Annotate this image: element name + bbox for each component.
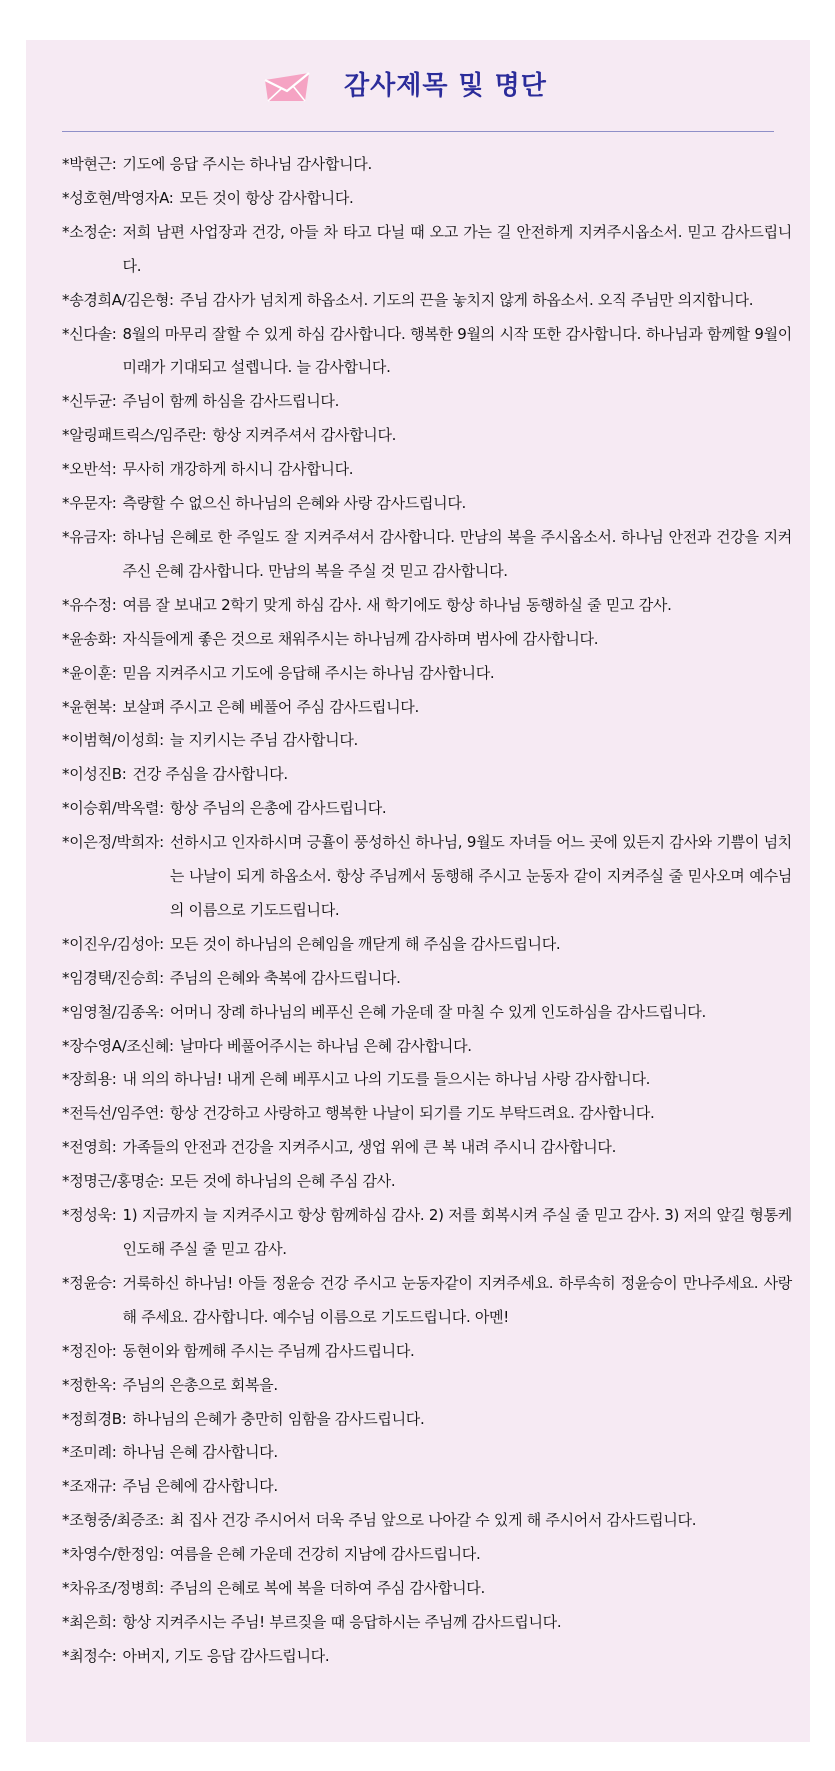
list-item: [62, 996, 792, 1030]
entry-name: *우문자:: [62, 494, 117, 513]
entry-text: 항상 주님의 은총에 감사드립니다.: [169, 799, 387, 818]
entry-text: 측량할 수 없으신 하나님의 은혜와 사랑 감사드립니다.: [122, 494, 466, 513]
entry-name: *정성욱:: [62, 1206, 117, 1225]
entry-name: *이성진B:: [62, 765, 127, 784]
entry-name: *차유조/정병희:: [62, 1579, 164, 1598]
entry-name: *송경희A/김은형:: [62, 290, 174, 309]
list-item: [62, 182, 792, 216]
entry-text: 늘 지키시는 주님 감사합니다.: [169, 731, 359, 750]
entry-name: *최정수:: [62, 1646, 117, 1665]
entry-name: *알링패트릭스/임주란:: [62, 426, 207, 445]
entry-text: 모든 것에 하나님의 은혜 주심 감사.: [169, 1172, 396, 1191]
prayer-panel: [26, 40, 810, 1742]
list-item: [62, 1470, 792, 1504]
list-item: [62, 1063, 792, 1097]
entry-name: *윤송화:: [62, 629, 117, 648]
list-item: [62, 318, 792, 386]
list-item: [62, 1097, 792, 1131]
list-item: [62, 1131, 792, 1165]
title-divider: [62, 131, 774, 132]
list-item: [62, 792, 792, 826]
entry-text: 무사히 개강하게 하시니 감사합니다.: [122, 460, 354, 479]
entry-text: 항상 지켜주셔서 감사합니다.: [212, 426, 397, 445]
entry-text: 거룩하신 하나님! 아들 정윤승 건강 주시고 눈동자같이 지켜주세요. 하루속히 정윤승이 만나주세요. 사랑해 주세요. 감사합니다. 예수님 이름으로 기도드립니다. 아멘!: [122, 1273, 792, 1326]
entry-name: *성호현/박영자A:: [62, 188, 174, 207]
entry-text: 주님의 은혜로 복에 복을 더하여 주심 감사합니다.: [169, 1579, 485, 1598]
list-item: [62, 216, 792, 284]
list-item: [62, 962, 792, 996]
entry-text: 항상 건강하고 사랑하고 행복한 나날이 되기를 기도 부탁드려요. 감사합니다.: [169, 1104, 655, 1123]
entry-text: 하나님 은혜 감사합니다.: [122, 1443, 278, 1462]
entry-name: *정진아:: [62, 1341, 117, 1360]
entry-name: *소정순:: [62, 222, 117, 241]
entry-text: 어머니 장례 하나님의 베푸신 은혜 가운데 잘 마칠 수 있게 인도하심을 감사드립니다.: [169, 1002, 706, 1021]
list-item: [62, 521, 792, 589]
entry-name: *이승휘/박옥렬:: [62, 799, 164, 818]
entry-text: 아버지, 기도 응답 감사드립니다.: [122, 1646, 330, 1665]
list-item: [62, 826, 792, 928]
list-item: [62, 657, 792, 691]
entry-text: 날마다 베풀어주시는 하나님 은혜 감사합니다.: [179, 1036, 472, 1055]
list-item: [62, 623, 792, 657]
list-item: [62, 1030, 792, 1064]
list-item: [62, 1436, 792, 1470]
list-item: [62, 1199, 792, 1267]
entry-name: *임경택/진승희:: [62, 968, 164, 987]
entry-name: *정윤승:: [62, 1273, 117, 1292]
entry-text: 저희 남편 사업장과 건강, 아들 차 타고 다닐 때 오고 가는 길 안전하게 지켜주시옵소서. 믿고 감사드립니다.: [122, 222, 792, 275]
entry-text: 하나님 은혜로 한 주일도 잘 지켜주셔서 감사합니다. 만남의 복을 주시옵소서. 하나님 안전과 건강을 지켜주신 은혜 감사합니다. 만남의 복을 주실 것 믿고 감사합니다.: [122, 527, 792, 580]
entry-text: 내 의의 하나님! 내게 은혜 베푸시고 나의 기도를 들으시는 하나님 사랑 감사합니다.: [122, 1070, 651, 1089]
envelope-icon: [264, 72, 310, 102]
entry-name: *이진우/김성아:: [62, 934, 164, 953]
entry-text: 가족들의 안전과 건강을 지켜주시고, 생업 위에 큰 복 내려 주시니 감사합니다.: [122, 1138, 617, 1157]
list-item: [62, 1572, 792, 1606]
entry-text: 믿음 지켜주시고 기도에 응답해 주시는 하나님 감사합니다.: [122, 663, 495, 682]
list-item: [62, 1640, 792, 1674]
entry-text: 동현이와 함께해 주시는 주님께 감사드립니다.: [122, 1341, 415, 1360]
list-item: [62, 928, 792, 962]
entry-name: *장수영A/조신혜:: [62, 1036, 174, 1055]
list-item: [62, 758, 792, 792]
list-item: [62, 1369, 792, 1403]
entry-name: *정명근/홍명순:: [62, 1172, 164, 1191]
entry-name: *이은정/박희자:: [62, 833, 164, 852]
entry-name: *이범혁/이성희:: [62, 731, 164, 750]
entry-name: *유금자:: [62, 527, 117, 546]
entry-name: *조형중/최증조:: [62, 1511, 164, 1530]
entry-text: 모든 것이 항상 감사합니다.: [179, 188, 354, 207]
entry-text: 1) 지금까지 늘 지켜주시고 항상 함께하심 감사. 2) 저를 회복시켜 주실 줄 믿고 감사. 3) 저의 앞길 형통케 인도해 주실 줄 믿고 감사.: [122, 1206, 792, 1258]
page-title: 감사제목 및 명단: [344, 71, 547, 101]
entry-text: 여름 잘 보내고 2학기 맞게 하심 감사. 새 학기에도 항상 하나님 동행하실 줄 믿고 감사.: [122, 595, 672, 614]
list-item: [62, 453, 792, 487]
entry-text: 보살펴 주시고 은혜 베풀어 주심 감사드립니다.: [122, 697, 419, 716]
entry-name: *조미례:: [62, 1443, 117, 1462]
entry-text: 여름을 은혜 가운데 건강히 지남에 감사드립니다.: [169, 1545, 481, 1564]
entry-name: *조재규:: [62, 1477, 117, 1496]
list-item: [62, 691, 792, 725]
entry-name: *윤현복:: [62, 697, 117, 716]
entry-name: *장희용:: [62, 1070, 117, 1089]
entry-text: 최 집사 건강 주시어서 더욱 주님 앞으로 나아갈 수 있게 해 주시어서 감사드립니다.: [169, 1511, 697, 1530]
entry-text: 모든 것이 하나님의 은혜임을 깨닫게 해 주심을 감사드립니다.: [169, 934, 561, 953]
list-item: [62, 1538, 792, 1572]
entry-text: 항상 지켜주시는 주님! 부르짖을 때 응답하시는 주님께 감사드립니다.: [122, 1612, 562, 1631]
list-item: [62, 419, 792, 453]
entry-name: *윤이훈:: [62, 663, 117, 682]
list-item: [62, 385, 792, 419]
entry-name: *유수정:: [62, 595, 117, 614]
list-item: [62, 1403, 792, 1437]
list-item: [62, 1335, 792, 1369]
entry-text: 건강 주심을 감사합니다.: [132, 765, 288, 784]
entry-name: *정희경B:: [62, 1409, 127, 1428]
list-item: [62, 1504, 792, 1538]
entry-name: *오반석:: [62, 460, 117, 479]
entry-text: 기도에 응답 주시는 하나님 감사합니다.: [122, 155, 372, 173]
list-item: [62, 148, 792, 182]
list-item: [62, 1165, 792, 1199]
entry-name: *신다솔:: [62, 324, 117, 343]
entry-text: 주님 감사가 넘치게 하옵소서. 기도의 끈을 놓치지 않게 하옵소서. 오직 주님만 의지합니다.: [179, 290, 754, 309]
entry-name: *임영철/김종옥:: [62, 1002, 164, 1021]
entry-name: *차영수/한정임:: [62, 1545, 164, 1564]
entry-name: *전득선/임주연:: [62, 1104, 164, 1123]
list-item: [62, 487, 792, 521]
list-item: [62, 724, 792, 758]
entry-text: 자식들에게 좋은 것으로 채워주시는 하나님께 감사하며 범사에 감사합니다.: [122, 629, 599, 648]
entry-name: *정한옥:: [62, 1375, 117, 1394]
entry-name: *최은희:: [62, 1612, 117, 1631]
entry-text: 하나님의 은혜가 충만히 임함을 감사드립니다.: [132, 1409, 425, 1428]
entry-text: 주님의 은혜와 축복에 감사드립니다.: [169, 968, 401, 987]
list-item: [62, 284, 792, 318]
list-item: [62, 589, 792, 623]
entry-text: 8월의 마무리 잘할 수 있게 하심 감사합니다. 행복한 9월의 시작 또한 감사합니다. 하나님과 함께할 9월이 미래가 기대되고 설렙니다. 늘 감사합니다.: [122, 324, 792, 377]
header: [26, 66, 810, 106]
entry-name: *박현근:: [62, 155, 117, 173]
list-item: [62, 1606, 792, 1640]
list-item: [62, 1267, 792, 1335]
entry-text: 주님의 은총으로 회복을.: [122, 1375, 278, 1394]
entry-text: 선하시고 인자하시며 긍휼이 풍성하신 하나님, 9월도 자녀들 어느 곳에 있든지 감사와 기쁨이 넘치는 나날이 되게 하옵소서. 항상 주님께서 동행해 주시고 눈동자 같이 지켜주실 줄 믿사오며 예수님의 이름으로 기도드립니다.: [169, 833, 792, 919]
entry-text: 주님이 함께 하심을 감사드립니다.: [122, 392, 340, 411]
entry-name: *전영희:: [62, 1138, 117, 1157]
entry-name: *신두균:: [62, 392, 117, 411]
thanksgiving-list: [62, 148, 792, 1674]
entry-text: 주님 은혜에 감사합니다.: [122, 1477, 278, 1496]
